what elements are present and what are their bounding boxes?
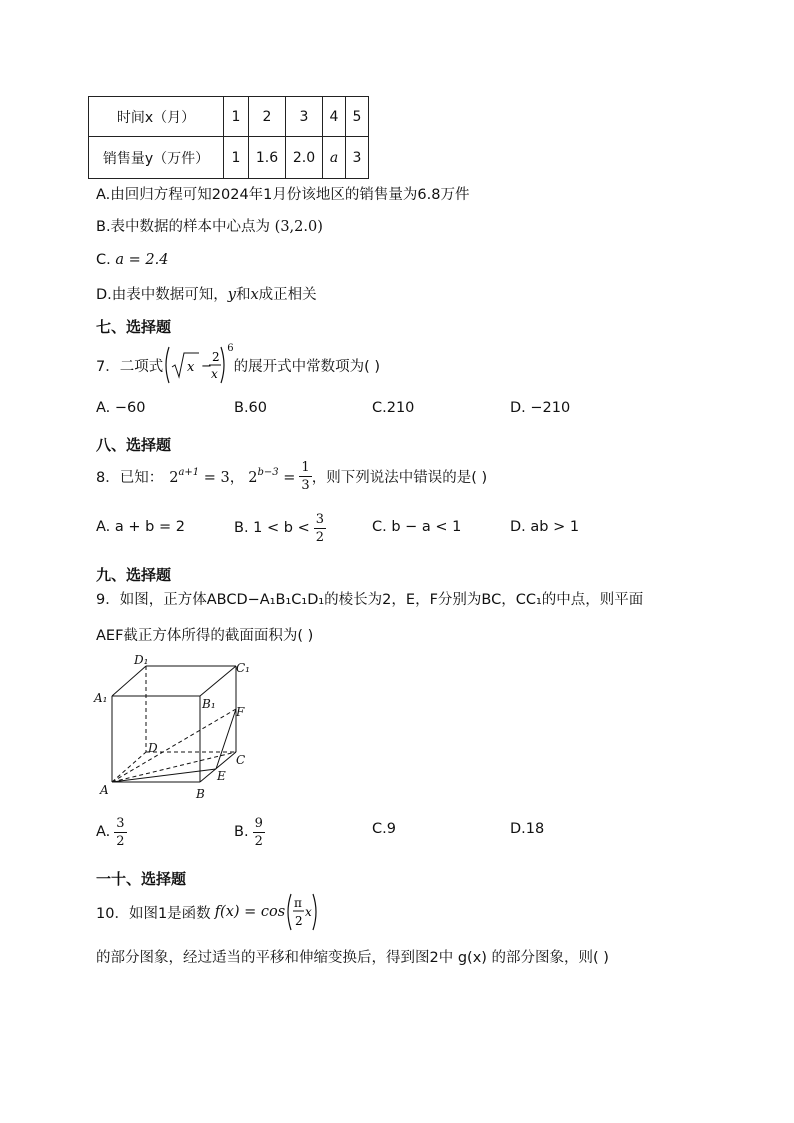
label-a: A bbox=[100, 783, 109, 797]
section-8-heading: 八、选择题 bbox=[96, 436, 172, 454]
cube-figure bbox=[90, 652, 260, 802]
eq1-base: 2 bbox=[169, 469, 179, 486]
q9-option-b-frac bbox=[253, 817, 265, 848]
q7-stem-prefix: 7．二项式 bbox=[96, 358, 164, 375]
q6-option-b-text: B.表中数据的样本中心点为 bbox=[96, 219, 271, 235]
frac-num: 3 bbox=[315, 511, 325, 527]
q6-option-c-label: C. bbox=[96, 252, 111, 268]
q7-stem bbox=[96, 343, 380, 387]
q6-option-b bbox=[96, 215, 323, 236]
svg-text:2: 2 bbox=[212, 350, 220, 364]
frac-den: 3 bbox=[301, 477, 310, 493]
table-cell: 3 bbox=[346, 137, 369, 179]
table-cell: 3 bbox=[286, 97, 323, 137]
label-d1: D₁ bbox=[134, 653, 149, 667]
q10-stem-prefix: 10．如图1是函数 bbox=[96, 905, 211, 922]
q7-option-c: C.210 bbox=[372, 400, 415, 416]
q8-fraction bbox=[299, 461, 311, 492]
frac-den: 2 bbox=[315, 529, 325, 545]
frac-den: 2 bbox=[116, 833, 125, 849]
eq1-rhs: = 3， bbox=[203, 469, 245, 486]
q8-option-b-label: B. 1 < b < bbox=[234, 520, 310, 536]
frac-num: 3 bbox=[116, 815, 125, 831]
binomial-expression bbox=[163, 343, 227, 387]
label-f: F bbox=[236, 705, 245, 719]
q9-option-b bbox=[234, 812, 265, 852]
eq2-eq: = bbox=[283, 469, 296, 486]
q8-option-b-frac bbox=[314, 513, 326, 544]
q9-stem-line2: AEF截正方体所得的截面面积为( ) bbox=[96, 628, 314, 644]
q9-stem-line1: 9．如图，正方体ABCD−A₁B₁C₁D₁的棱长为2，E，F分别为BC，CC₁的中点，则平面 bbox=[96, 592, 644, 608]
table-cell: 2.0 bbox=[286, 137, 323, 179]
q9-option-a-label: A. bbox=[96, 824, 111, 840]
q6-option-d bbox=[96, 283, 317, 304]
label-a1: A₁ bbox=[94, 691, 108, 705]
q6-option-d-label: D.由表中数据可知， bbox=[96, 287, 228, 303]
label-c: C bbox=[236, 753, 246, 767]
table-cell: 1 bbox=[224, 137, 249, 179]
q8-option-c: C. b − a < 1 bbox=[372, 519, 462, 535]
q9-option-c: C.9 bbox=[372, 821, 396, 837]
frac-den: 2 bbox=[254, 833, 263, 849]
label-d: D bbox=[148, 741, 158, 755]
q10-stem-line1 bbox=[96, 890, 319, 934]
table-cell: 1.6 bbox=[249, 137, 286, 179]
q6-option-c bbox=[96, 252, 168, 268]
sales-table bbox=[88, 96, 369, 179]
table-cell: 1 bbox=[224, 97, 249, 137]
eq2-exp: b−3 bbox=[257, 466, 279, 478]
frac-pi: π bbox=[294, 896, 303, 910]
table-cell: a bbox=[323, 137, 346, 179]
q9-option-a-frac bbox=[114, 817, 126, 848]
q10-stem-line2: 的部分图象，经过适当的平移和伸缩变换后，得到图2中 g(x) 的部分图象，则( ) bbox=[96, 950, 609, 966]
label-b1: B₁ bbox=[202, 697, 216, 711]
q10-paren-fraction bbox=[285, 890, 319, 934]
section-7-heading: 七、选择题 bbox=[96, 318, 172, 336]
q8-eq1 bbox=[169, 466, 244, 487]
q8-stem-prefix: 8．已知： bbox=[96, 469, 164, 486]
q9-option-d: D.18 bbox=[510, 821, 545, 837]
label-e: E bbox=[217, 769, 226, 783]
label-b: B bbox=[196, 787, 205, 801]
table-cell: 2 bbox=[249, 97, 286, 137]
q9-option-a bbox=[96, 812, 127, 852]
frac-num: 1 bbox=[301, 459, 310, 475]
q7-option-b: B.60 bbox=[234, 400, 268, 416]
svg-text:−: − bbox=[201, 359, 213, 374]
q6-option-d-end: 成正相关 bbox=[258, 287, 317, 303]
table-cell: 4 bbox=[323, 97, 346, 137]
q9-option-b-label: B. bbox=[234, 824, 249, 840]
q7-stem-suffix: 的展开式中常数项为( ) bbox=[233, 358, 381, 375]
q8-option-d: D. ab > 1 bbox=[510, 519, 580, 535]
q6-option-d-mid: 和 bbox=[235, 287, 251, 303]
table-header-sales: 销售量y（万件） bbox=[89, 137, 224, 179]
q8-stem-suffix: ，则下列说法中错误的是( ) bbox=[311, 469, 488, 486]
frac-num: 9 bbox=[254, 815, 263, 831]
var-x: x bbox=[250, 287, 259, 303]
section-9-heading: 九、选择题 bbox=[96, 566, 172, 584]
var-y: y bbox=[227, 287, 236, 303]
eq2-base: 2 bbox=[248, 469, 258, 486]
section-10-heading: 一十、选择题 bbox=[96, 870, 187, 888]
frac-two: 2 bbox=[295, 914, 303, 928]
q6-option-c-math: a = 2.4 bbox=[115, 252, 169, 268]
q8-option-b bbox=[234, 508, 326, 548]
table-header-time: 时间x（月） bbox=[89, 97, 224, 137]
q7-option-d: D. −210 bbox=[510, 400, 571, 416]
frac-x: x bbox=[305, 905, 312, 919]
label-c1: C₁ bbox=[236, 661, 250, 675]
q6-option-a: A.由回归方程可知2024年1月份该地区的销售量为6.8万件 bbox=[96, 187, 470, 203]
q8-option-a: A. a + b = 2 bbox=[96, 519, 185, 535]
q10-func: f(x) = cos bbox=[214, 904, 286, 920]
q7-option-a: A. −60 bbox=[96, 400, 146, 416]
eq1-exp: a+1 bbox=[178, 466, 200, 478]
q7-exponent: 6 bbox=[227, 343, 234, 354]
q8-eq2 bbox=[248, 467, 295, 486]
svg-text:x: x bbox=[211, 367, 219, 381]
table-cell: 5 bbox=[346, 97, 369, 137]
svg-text:x: x bbox=[187, 360, 195, 375]
q6-option-b-math: (3,2.0) bbox=[274, 219, 323, 235]
q8-stem bbox=[96, 456, 487, 496]
